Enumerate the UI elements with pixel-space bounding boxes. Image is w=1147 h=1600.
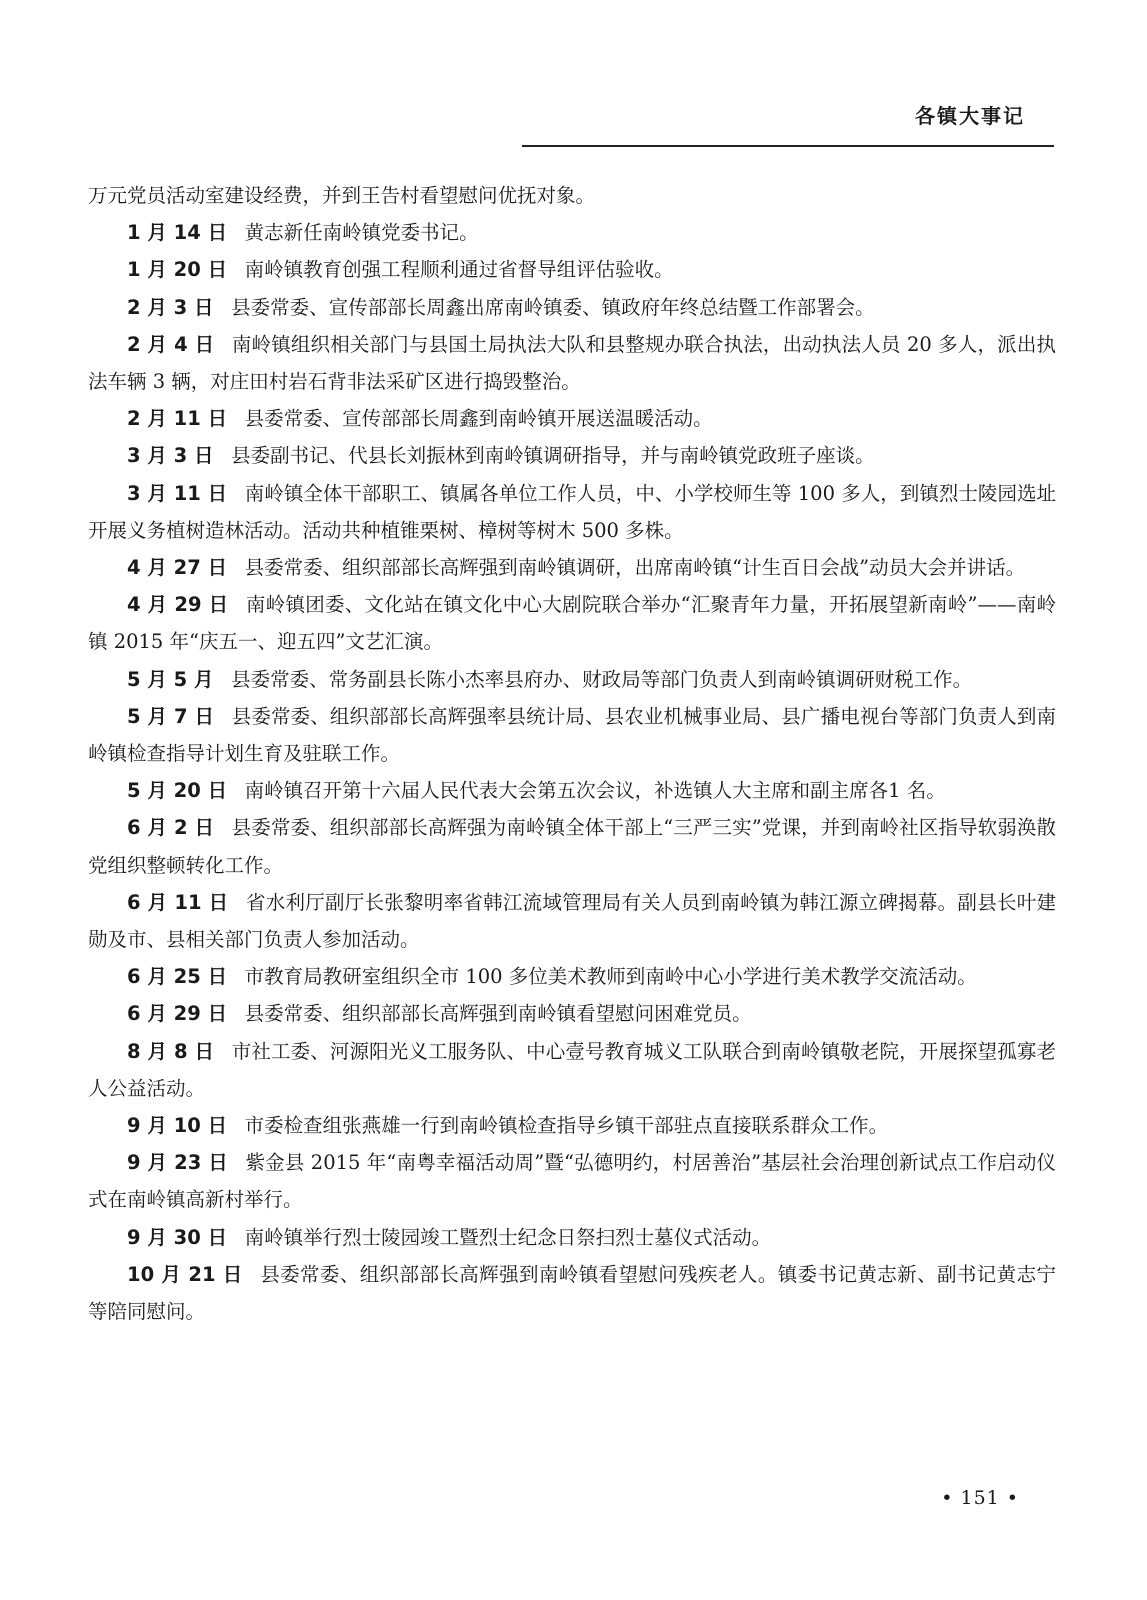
entry-text: 县委常委、宣传部部长周鑫出席南岭镇委、镇政府年终总结暨工作部署会。	[231, 295, 875, 319]
entry-text: 县委常委、组织部部长高辉强率县统计局、县农业机械事业局、县广播电视台等部门负责人到南岭镇检查指导计划生育及驻联工作。	[88, 704, 1056, 766]
entry-text: 市社工委、河源阳光义工服务队、中心壹号教育城义工队联合到南岭镇敬老院，开展探望孤寡老人公益活动。	[88, 1039, 1056, 1100]
chronicle-entry	[88, 1144, 1056, 1218]
entry-text: 紫金县 2015 年“南粤幸福活动周”暨“弘德明约，村居善治”基层社会治理创新试点工作启动仪式在南岭镇高新村举行。	[88, 1151, 1056, 1212]
page-number: • 151 •	[941, 1487, 1019, 1509]
chronicle-entry	[88, 549, 1056, 586]
chronicle-entry	[88, 289, 1056, 326]
chronicle-entry	[88, 809, 1056, 883]
entry-date: 9 月 10 日	[127, 1114, 228, 1138]
entry-text: 县委常委、组织部部长高辉强为南岭镇全体干部上“三严三实”党课，并到南岭社区指导软弱涣散党组织整顿转化工作。	[88, 816, 1056, 877]
entry-date: 6 月 25 日	[127, 965, 228, 989]
entry-text: 南岭镇举行烈士陵园竣工暨烈士纪念日祭扫烈士墓仪式活动。	[244, 1225, 772, 1249]
chronicle-body	[88, 177, 1056, 1330]
chronicle-entry	[88, 958, 1056, 995]
entry-date: 4 月 29 日	[127, 593, 229, 617]
chronicle-entry	[88, 884, 1056, 958]
entry-list	[88, 214, 1056, 1330]
entry-text: 县委常委、常务副县长陈小杰率县府办、财政局等部门负责人到南岭镇调研财税工作。	[231, 667, 973, 691]
entry-text: 南岭镇全体干部职工、镇属各单位工作人员，中、小学校师生等 100 多人，到镇烈士陵园选址开展义务植树造林活动。活动共种植锥栗树、樟树等树木 500 多株。	[88, 481, 1056, 542]
entry-date: 6 月 29 日	[127, 1002, 228, 1026]
chronicle-entry	[88, 995, 1056, 1032]
chronicle-entry	[88, 251, 1056, 288]
entry-date: 2 月 11 日	[127, 407, 228, 431]
entry-text: 南岭镇召开第十六届人民代表大会第五次会议，补选镇人大主席和副主席各1 名。	[244, 779, 946, 803]
continuation-paragraph: 万元党员活动室建设经费，并到王告村看望慰问优抚对象。	[88, 184, 596, 207]
entry-text: 黄志新任南岭镇党委书记。	[244, 221, 479, 245]
section-title: 各镇大事记	[915, 104, 1025, 128]
entry-date: 3 月 3 日	[127, 444, 214, 468]
chronicle-entry	[88, 1256, 1056, 1330]
entry-date: 9 月 30 日	[127, 1225, 228, 1249]
entry-date: 9 月 23 日	[127, 1151, 228, 1175]
chronicle-entry	[88, 437, 1056, 474]
chronicle-entry	[88, 772, 1056, 809]
entry-date: 5 月 5 月	[127, 667, 214, 691]
entry-date: 2 月 4 日	[127, 332, 215, 356]
chronicle-entry	[88, 475, 1056, 549]
entry-date: 8 月 8 日	[127, 1039, 215, 1063]
entry-text: 市委检查组张燕雄一行到南岭镇检查指导乡镇干部驻点直接联系群众工作。	[244, 1114, 889, 1138]
chronicle-entry	[88, 400, 1056, 437]
entry-text: 县委常委、组织部部长高辉强到南岭镇看望慰问残疾老人。镇委书记黄志新、副书记黄志宁等陪同慰问。	[88, 1262, 1056, 1324]
entry-date: 2 月 3 日	[127, 295, 214, 319]
entry-date: 5 月 7 日	[127, 704, 215, 728]
entry-text: 县委常委、组织部部长高辉强到南岭镇调研，出席南岭镇“计生百日会战”动员大会并讲话。	[244, 556, 1026, 580]
entry-date: 1 月 20 日	[127, 258, 228, 282]
chronicle-entry	[88, 1219, 1056, 1256]
entry-text: 南岭镇团委、文化站在镇文化中心大剧院联合举办“汇聚青年力量，开拓展望新南岭”——南岭镇 2015 年“庆五一、迎五四”文艺汇演。	[88, 593, 1056, 654]
entry-text: 县委副书记、代县长刘振林到南岭镇调研指导，并与南岭镇党政班子座谈。	[231, 444, 875, 468]
entry-text: 县委常委、组织部部长高辉强到南岭镇看望慰问困难党员。	[244, 1002, 752, 1026]
entry-date: 6 月 2 日	[127, 816, 215, 840]
chronicle-entry	[88, 1033, 1056, 1107]
chronicle-entry	[88, 698, 1056, 772]
chronicle-entry	[88, 586, 1056, 660]
entry-date: 1 月 14 日	[127, 221, 228, 245]
entry-text: 县委常委、宣传部部长周鑫到南岭镇开展送温暖活动。	[244, 407, 713, 431]
entry-date: 5 月 20 日	[127, 779, 228, 803]
entry-text: 南岭镇组织相关部门与县国土局执法大队和县整规办联合执法，出动执法人员 20 多人，派出执法车辆 3 辆，对庄田村岩石背非法采矿区进行捣毁整治。	[88, 332, 1056, 394]
header-divider	[522, 145, 1054, 147]
entry-text: 南岭镇教育创强工程顺利通过省督导组评估验收。	[244, 258, 674, 282]
entry-date: 4 月 27 日	[127, 556, 228, 580]
chronicle-entry	[88, 214, 1056, 251]
entry-date: 10 月 21 日	[127, 1262, 243, 1286]
entry-date: 6 月 11 日	[127, 890, 229, 914]
chronicle-entry	[88, 326, 1056, 400]
entry-date: 3 月 11 日	[127, 481, 228, 505]
chronicle-entry	[88, 1107, 1056, 1144]
chronicle-entry	[88, 661, 1056, 698]
entry-text: 省水利厅副厅长张黎明率省韩江流域管理局有关人员到南岭镇为韩江源立碑揭幕。副县长叶建勋及市、县相关部门负责人参加活动。	[88, 890, 1056, 952]
entry-text: 市教育局教研室组织全市 100 多位美术教师到南岭中心小学进行美术教学交流活动。	[244, 965, 977, 989]
